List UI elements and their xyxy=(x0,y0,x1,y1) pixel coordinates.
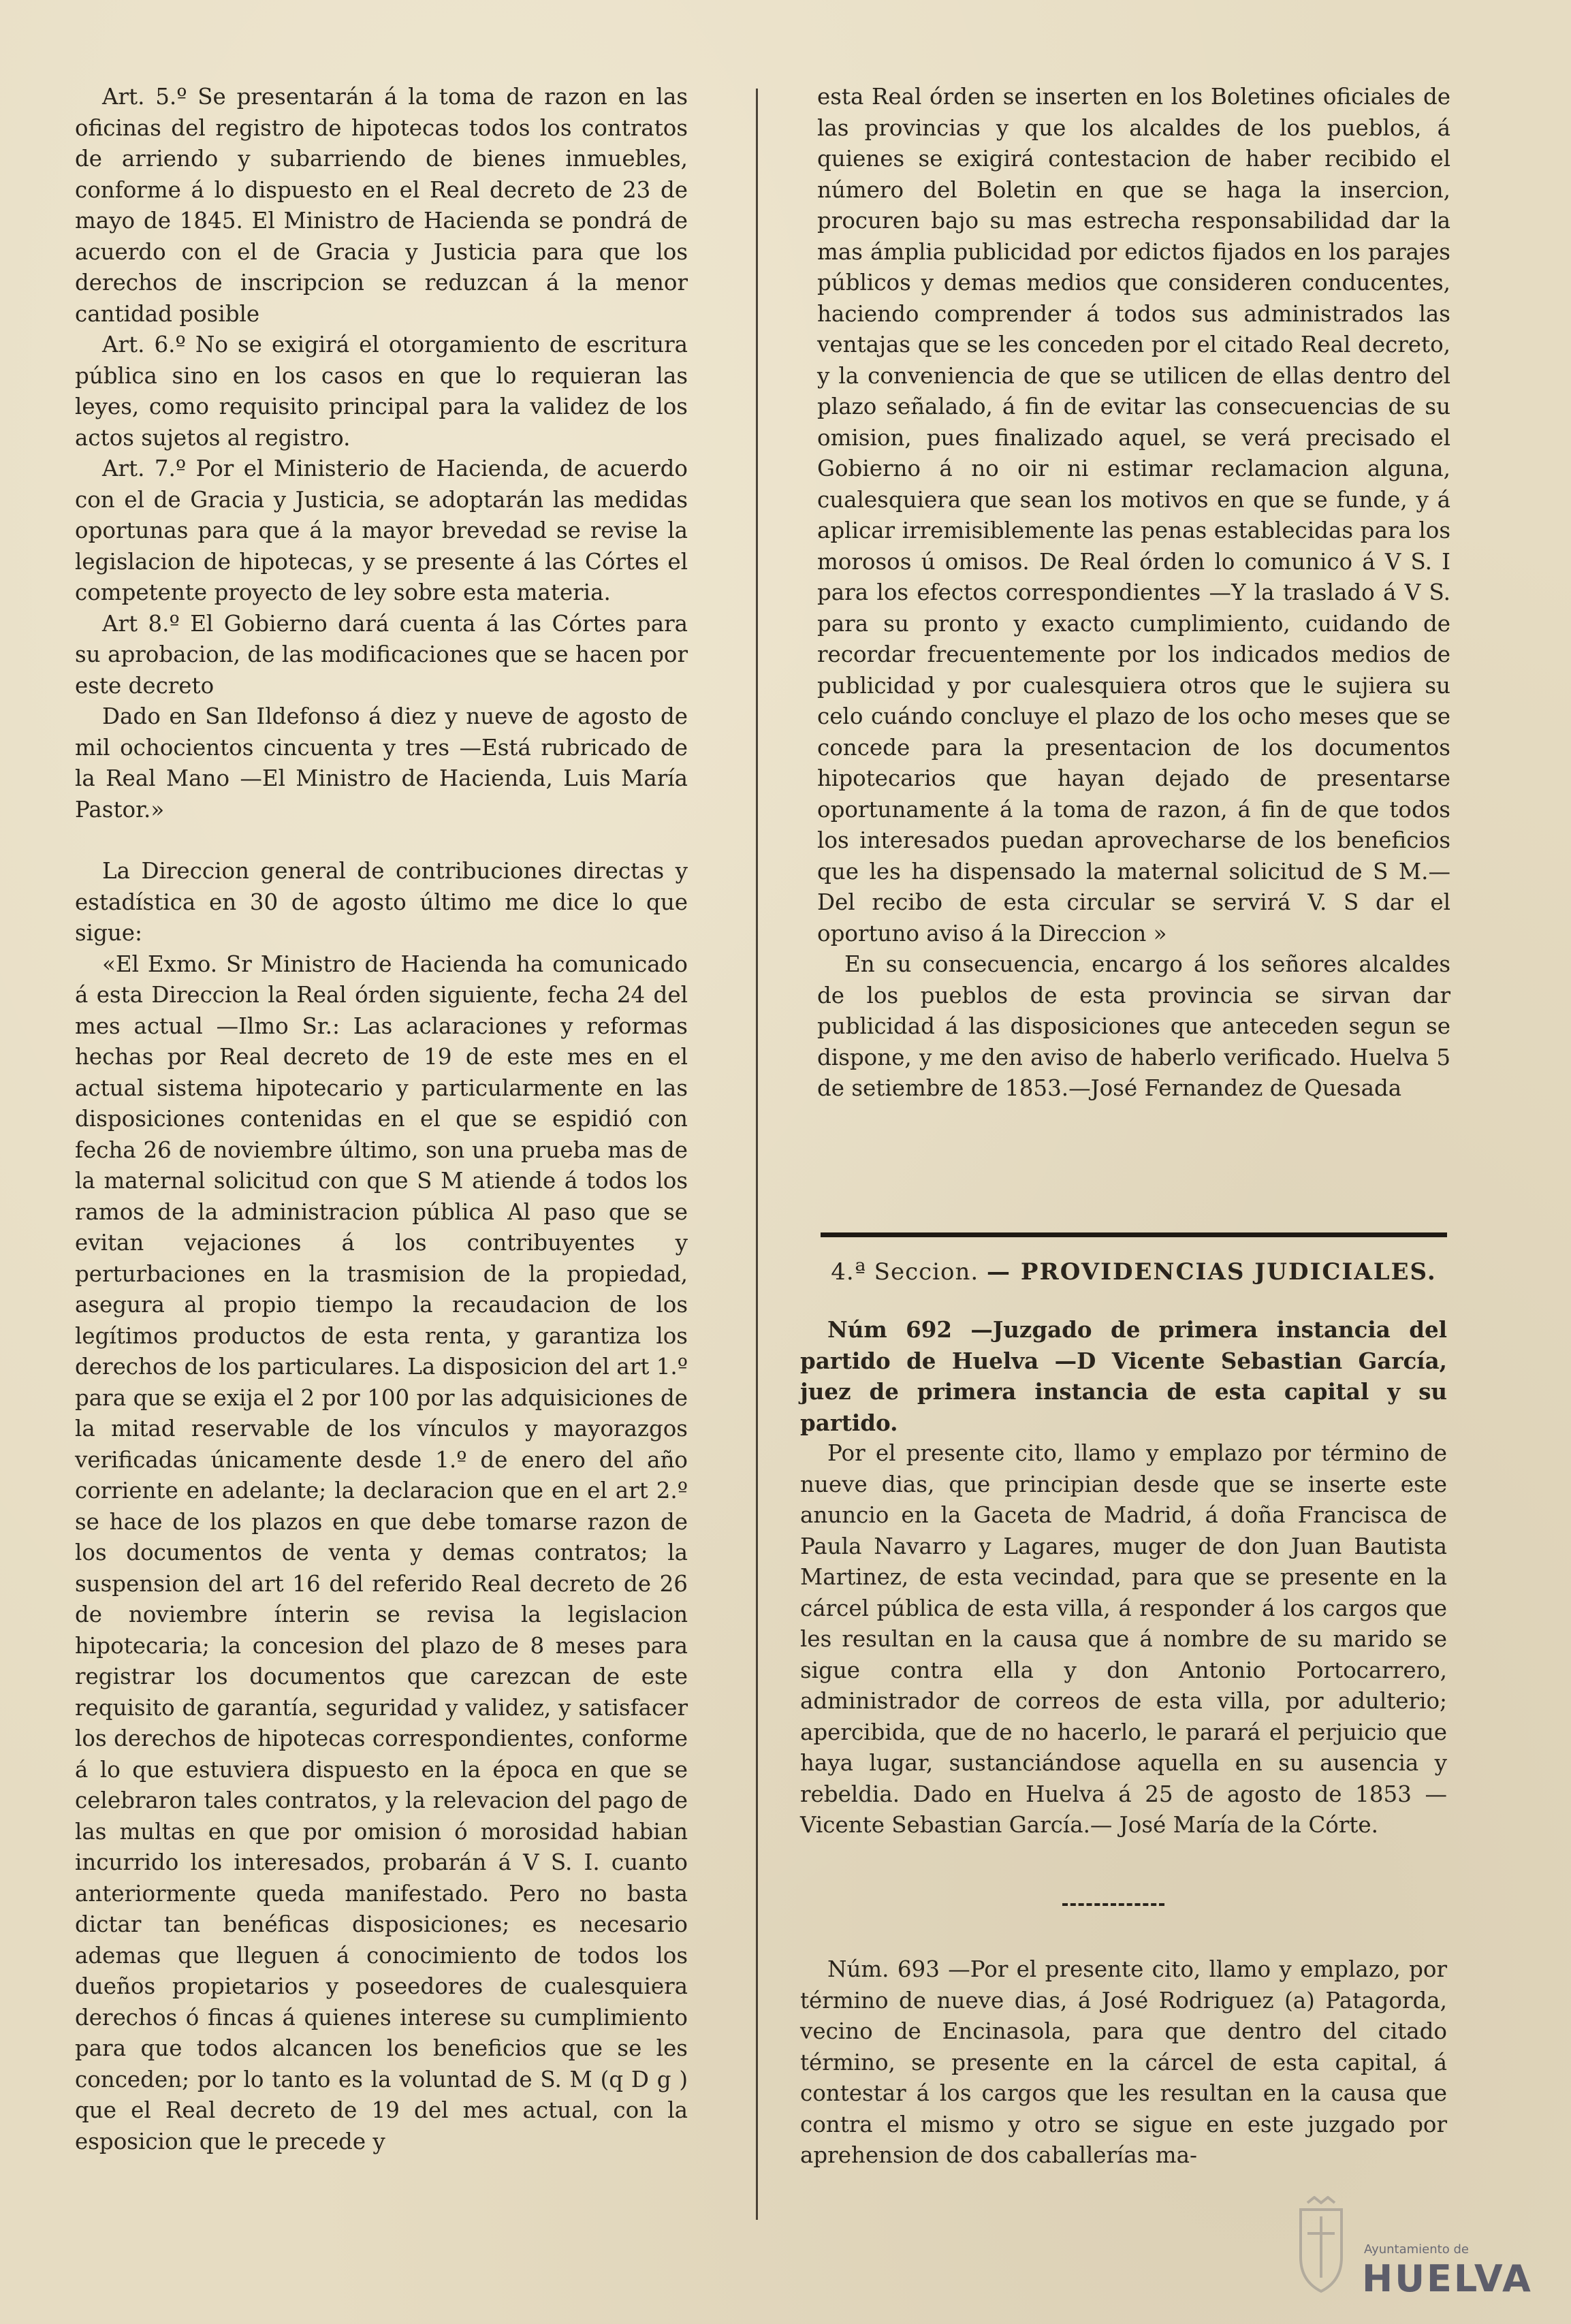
column-divider xyxy=(756,89,758,2220)
left-column xyxy=(75,82,688,2157)
article-7: Art. 7.º Por el Ministerio de Hacienda, de acuerdo con el de Gracia y Justicia, se adoptarán las medidas oportunas para que á la mayor brevedad se revise la legislacion de hipotecas, y se presente á las Córtes el competente proyecto de ley sobre esta materia. xyxy=(75,456,688,605)
notice-separator xyxy=(1062,1903,1164,1909)
notice-692 xyxy=(800,1314,1447,1841)
notice-693-body: Núm. 693 —Por el presente cito, llamo y emplazo, por término de nueve dias, á José Rodriguez (a) Patagorda, vecino de Encinasola, para que dentro del citado término, se presente en la cárcel de esta capital, á contestar á los cargos que les resultan en la causa que contra el mismo y otro se sigue en este juzgado por aprehension de dos caballerías ma- xyxy=(800,1956,1447,2168)
section-rule xyxy=(821,1232,1447,1237)
watermark-city: HUELVA xyxy=(1362,2257,1533,2300)
real-orden-continuation: esta Real órden se inserten en los Boletines oficiales de las provincias y que los alcaldes de los pueblos, á quienes se exigirá contestacion de haber recibido el número del Boletin en que se haga la insercion, procuren bajo su mas estrecha responsabilidad dar la mas ámplia publicidad por edictos fijados en los parajes públicos y demas medios que consideren conducentes, haciendo comprender á todos sus administrados las ventajas que se les conceden por el citado Real decreto, y la conveniencia de que se utilicen de ellas dentro del plazo señalado, á fin de evitar las consecuencias de su omision, pues finalizado aquel, se verá precisado el Gobierno á no oir ni estimar reclamacion alguna, cualesquiera que sean los motivos en que se funde, y á aplicar irremisiblemente las penas establecidas para los morosos ú omisos. De Real órden lo comunico á V S. I para los efectos correspondientes —Y la traslado á V S. para su pronto y exacto cumplimiento, cuidando de recordar frecuentemente por los indicados medios de publicidad y por cualesquiera otros que le sujiera su celo cuándo concluye el plazo de los ocho meses que se concede para la presentacion de los documentos hipotecarios que hayan dejado de presentarse oportunamente á la toma de razon, á fin de que todos los interesados puedan aprovecharse de los beneficios que les ha dispensado la maternal solicitud de S M.—Del recibo de esta circular se servirá V. S dar el oportuno aviso á la Direccion » xyxy=(817,84,1450,946)
governor-circular: En su consecuencia, encargo á los señores alcaldes de los pueblos de esta provincia se sirvan dar publicidad á las disposiciones que anteceden segun se dispone, y me den aviso de haberlo verificado. Huelva 5 de setiembre de 1853.—José Fernandez de Quesada xyxy=(817,951,1450,1101)
notice-692-body: Por el presente cito, llamo y emplazo por término de nueve dias, que principian desde que se inserte este anuncio en la Gaceta de Madrid, á doña Francisca de Paula Navarro y Lagares, muger de don Juan Bautista Martinez, de esta vecindad, para que se presente en la cárcel pública de esta villa, á responder á los cargos que les resultan en la causa que á nombre de su marido se sigue contra ella y don Antonio Portocarrero, administrador de correos de esta villa, por adulterio; apercibida, que de no hacerlo, le parará el perjuicio que haya lugar, sustanciándose aquella en su ausencia y rebeldia. Dado en Huelva á 25 de agosto de 1853 —Vicente Sebastian García.— José María de la Córte. xyxy=(800,1440,1447,1838)
real-orden-text: «El Exmo. Sr Ministro de Hacienda ha comunicado á esta Direccion la Real órden siguiente, fecha 24 del mes actual —Ilmo Sr.: Las aclaraciones y reformas hechas por Real decreto de 19 de este mes en el actual sistema hipotecario y particularmente en las disposiciones contenidas en el que se espidió con fecha 26 de noviembre último, son una prueba mas de la maternal solicitud con que S M atiende á todos los ramos de la administracion pública Al paso que se evitan vejaciones á los contribuyentes y perturbaciones en la trasmision de la propiedad, asegura al propio tiempo la recaudacion de los legítimos productos de esta renta, y garantiza los derechos de los particulares. La disposicion del art 1.º para que se exija el 2 por 100 por las adquisiciones de la mitad reservable de los vínculos y mayorazgos verificadas únicamente desde 1.º de enero del año corriente en adelante; la declaracion que en el art 2.º se hace de los plazos en que debe tomarse razon de los documentos de venta y demas contratos; la suspension del art 16 del referido Real decreto de 26 de noviembre ínterin se revisa la legislacion hipotecaria; la concesion del plazo de 8 meses para registrar los documentos que carezcan de este requisito de garantía, seguridad y validez, y satisfacer los derechos de hipotecas correspondientes, conforme á lo que estuviera dispuesto en la época en que se celebraron tales contratos, y la relevacion del pago de las multas en que por omision ó morosidad habian incurrido los interesados, probarán á V S. I. cuanto anteriormente queda manifestado. Pero no basta dictar tan benéficas disposiciones; es necesario ademas que lleguen á conocimiento de todos los dueños propietarios y poseedores de cualesquiera derechos ó fincas á quienes interese su cumplimiento para que todos alcancen los beneficios que se les conceden; por lo tanto es la voluntad de S. M (q D g ) que el Real decreto de 19 del mes actual, con la esposicion que le precede y xyxy=(75,951,688,2154)
article-8: Art 8.º El Gobierno dará cuenta á las Córtes para su aprobacion, de las modificaciones que se hacen por este decreto xyxy=(75,610,688,699)
notice-693 xyxy=(800,1954,1447,2171)
right-column xyxy=(817,82,1450,1104)
section-heading xyxy=(814,1256,1454,1288)
paragraph-gap xyxy=(75,825,688,856)
section-label: 4.ª Seccion. xyxy=(831,1258,979,1286)
notice-692-heading: Núm 692 —Juzgado de primera instancia del partido de Huelva —D Vicente Sebastian García, juez de primera instancia de esta capital y su partido. xyxy=(800,1316,1447,1436)
decree-signature: Dado en San Ildefonso á diez y nueve de agosto de mil ochocientos cincuenta y tres —Está rubricado de la Real Mano —El Ministro de Hacienda, Luis María Pastor.» xyxy=(75,703,688,823)
watermark-small-text: Ayuntamiento de xyxy=(1364,2242,1469,2257)
article-6: Art. 6.º No se exigirá el otorgamiento de escritura pública sino en los casos en que lo requieran las leyes, como requisito principal para la validez de los actos sujetos al registro. xyxy=(75,332,688,451)
section-title: — PROVIDENCIAS JUDICIALES. xyxy=(987,1258,1437,1286)
direccion-intro: La Direccion general de contribuciones directas y estadística en 30 de agosto último me dice lo que sigue: xyxy=(75,858,688,946)
article-5: Art. 5.º Se presentarán á la toma de razon en las oficinas del registro de hipotecas todos los contratos de arriendo y subarriendo de bienes inmuebles, conforme á lo dispuesto en el Real decreto de 23 de mayo de 1845. El Ministro de Hacienda se pondrá de acuerdo con el de Gracia y Justicia para que los derechos de inscripcion se reduzcan á la menor cantidad posible xyxy=(75,84,688,327)
